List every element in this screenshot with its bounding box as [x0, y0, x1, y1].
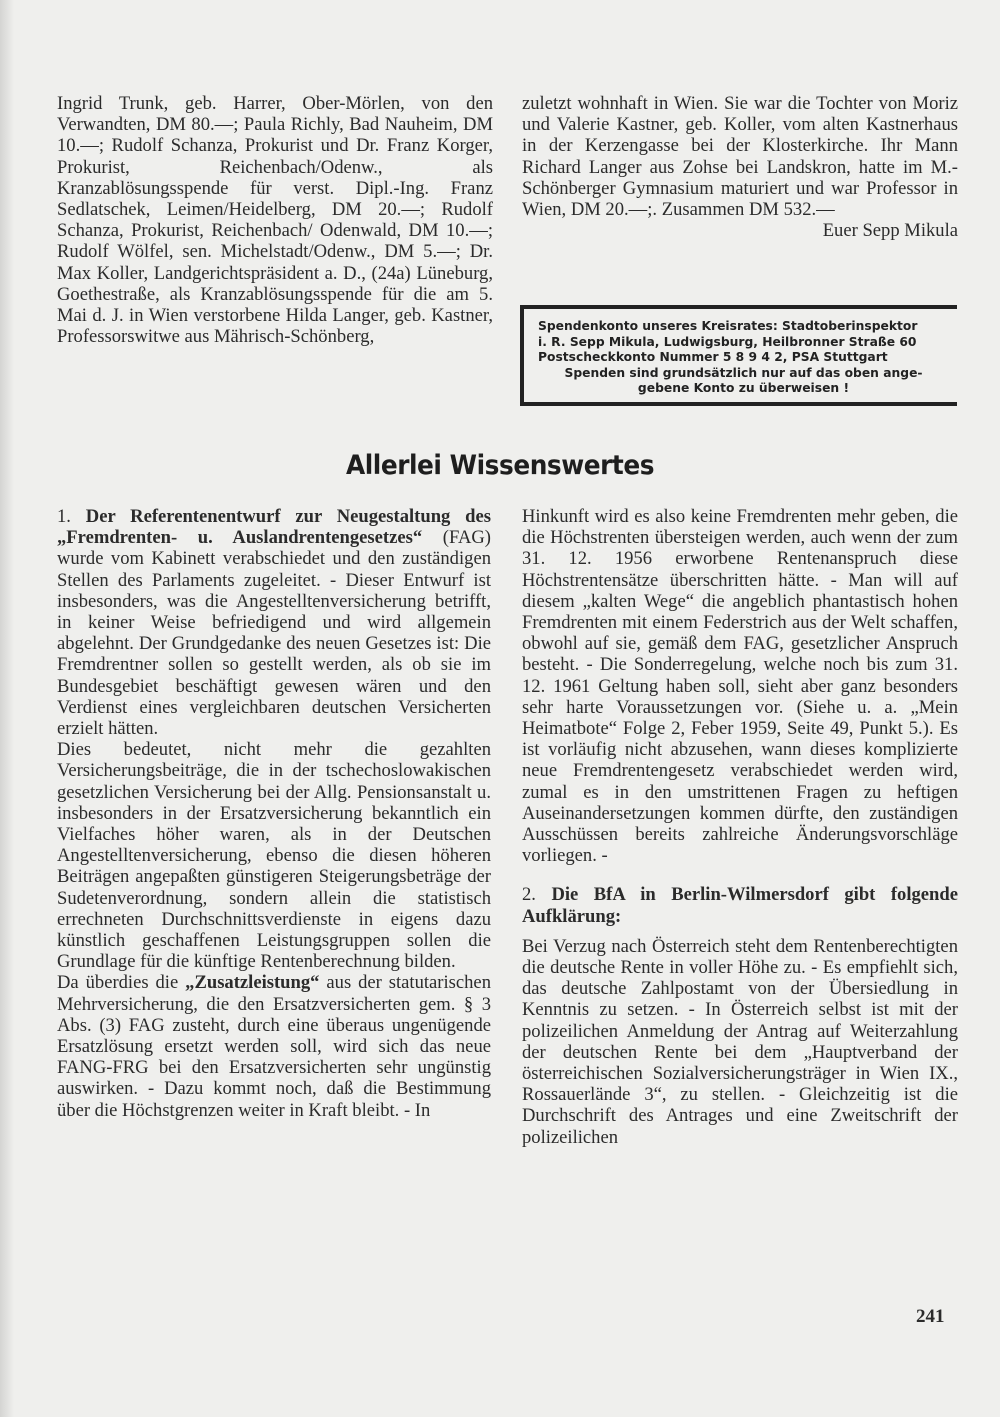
signature: Euer Sepp Mikula	[822, 220, 958, 242]
section2-heading-line	[522, 884, 958, 926]
donation-list-left-column	[57, 93, 493, 347]
page-edge-shadow	[0, 0, 14, 1417]
section1-paragraph-2: Dies bedeutet, nicht mehr die gezahlten Versicherungsbeiträge, die in der tschechoslowakischen gesetzlichen Versicherung bei der Allg. Pensionsanstalt u. insbesonders in der Ersatzversicherung bekanntlich ein Vielfaches höher waren, als in der Deutschen Angestelltenversicherung, ebenso die diesen höheren Beiträgen angepaßten günstigeren Steigerungsbeträge der Sudetenverordnung, sondern allein die statistisch errechneten Durchschnittsverdienste in eigens dazu künstlich geschaffenen Leistungsgruppen sollen die Grundlage für die künftige Rentenberechnung bilden.	[57, 739, 491, 973]
section2-heading: Die BfA in Berlin-Wilmersdorf gibt folgende Aufklärung:	[522, 884, 958, 927]
bank-line-2: i. R. Sepp Mikula, Ludwigsburg, Heilbronner Straße 60	[538, 334, 917, 349]
section1-heading: Der Referentenentwurf zur Neugestaltung des „Fremdrenten- u. Auslandrentengesetzes“	[57, 506, 491, 549]
section1-paragraph-1	[57, 506, 491, 739]
bank-line-1: Spendenkonto unseres Kreisrates: Stadtoberinspektor	[538, 319, 918, 333]
bank-line-3: Postscheckkonto Nummer 5 8 9 4 2, PSA Stuttgart	[538, 350, 888, 365]
section2-number: 2.	[522, 884, 536, 906]
bank-line-5: gebene Konto zu überweisen !	[637, 381, 850, 396]
section1-p3-text: aus der statutarischen Mehrversicherung, die den Ersatzversicherten gem. § 3 Abs. (3) FAG zusteht, durch eine überaus ungenügende Ersatzlösung ersetzt werden soll, wird sich das neue FANG-FRG bei den Ersatzversicherten sehr ungünstig auswirken. - Dazu kommt noch, daß die Bestimmung über die Höchstgrenzen weiter in Kraft bleibt. - In	[57, 972, 491, 1121]
section1-text: (FAG) wurde vom Kabinett verabschiedet und den zuständigen Stellen des Parlaments zugeleitet. - Dieser Entwurf ist insbesonders, was die Angestelltenversicherung betrifft, in keiner Weise befriedigend und wird allgemein abgelehnt. Der Grundgedanke des neuen Gesetzes ist: Die Fremdrentner sollen so gestellt werden, als ob sie im Bundesgebiet beschäftigt gewesen wären und den Verdienst eines vergleichbaren deutschen Versicherten erzielt hätten.	[57, 527, 491, 740]
article-left-column	[57, 506, 491, 1121]
donation-list-right-column	[522, 93, 958, 241]
bank-line-4: Spenden sind grundsätzlich nur auf das oben ange-	[564, 365, 923, 380]
section1-paragraph-4: Hinkunft wird es also keine Fremdrenten mehr geben, die die Höchstrenten übersteigen werden, auch wenn der zum 31. 12. 1956 erworbene Rentenanspruch diese Höchstrentensätze überschritten hätte. - Man will auf diesem „kalten Wege“ die angeblich phantastisch hohen Fremdrenten mit einem Federstrich aus der Welt schaffen, obwohl auf sie, gemäß dem FAG, gesetzlicher Anspruch besteht. - Die Sonderregelung, welche noch bis zum 31. 12. 1961 Geltung haben soll, sieht aber ganz besonders sehr harte Voraussetzungen vor. (Siehe u. a. „Mein Heimatbote“ Folge 2, Feber 1959, Seite 49, Punkt 5.). Es ist vorläufig nicht abzusehen, wann dieses komplizierte neue Fremdrentengesetz verabschiedet werden wird, zumal es in den umstrittenen Fragen zu heftigen Auseinandersetzungen kommen dürfte, den zuständigen Ausschüssen bereits zahlreiche Änderungsvorschläge vorliegen. -	[522, 506, 958, 867]
donation-account-box	[520, 305, 957, 406]
donation-list-text: Ingrid Trunk, geb. Harrer, Ober-Mörlen, von den Verwandten, DM 80.—; Paula Richly, Bad Nauheim, DM 10.—; Rudolf Schanza, Prokurist und Dr. Franz Korger, Prokurist, Reichenbach/Odenw., als Kranzablösungsspende für verst. Dipl.-Ing. Franz Sedlatschek, Leimen/Heidelberg, DM 20.—; Rudolf Schanza, Prokurist, Reichenbach/ Odenwald, DM 10.—; Rudolf Wölfel, sen. Michelstadt/Odenw., DM 5.—; Dr. Max Koller, Landgerichtspräsident a. D., (24a) Lüneburg, Goethestraße, als Kranzablösungsspende für die am 5. Mai d. J. in Wien verstorbene Hilda Langer, geb. Kastner, Professorswitwe aus Mährisch-Schönberg,	[57, 93, 493, 348]
section2-paragraph-1: Bei Verzug nach Österreich steht dem Rentenberechtigten die deutsche Rente in voller Höhe zu. - Es empfiehlt sich, das deutsche Zahlpostamt von der Übersiedlung in Kenntnis zu setzen. - In Österreich selbst ist mit der polizeilichen Anmeldung der Antrag auf Weiterzahlung der deutschen Rente bei dem „Hauptverband der österreichischen Sozialversicherungsträger in Wien IX., Rossauerlände 3“, zu stellen. - Gleichzeitig ist die Durchschrift des Antrages und eine Zweitschrift der polizeilichen	[522, 935, 958, 1148]
section1-number: 1.	[57, 506, 71, 527]
section1-paragraph-3	[57, 972, 491, 1120]
section-headline: Allerlei Wissenswertes	[345, 450, 655, 481]
article-right-column	[522, 506, 958, 1148]
page-number: 241	[916, 1306, 945, 1327]
zusatzleistung-term: „Zusatzleistung“	[185, 972, 320, 994]
section1-p3-start: Da überdies die	[57, 972, 179, 994]
donation-list-continuation: zuletzt wohnhaft in Wien. Sie war die Tochter von Moriz und Valerie Kastner, geb. Koller, vom alten Kastnerhaus in der Kerzengasse bei der Klosterkirche. Ihr Mann Richard Langer aus Zohse bei Landskron, hatte im M.-Schönberger Gymnasium maturiert und war Professor in Wien, DM 20.—;. Zusammen DM 532.—	[522, 93, 958, 221]
